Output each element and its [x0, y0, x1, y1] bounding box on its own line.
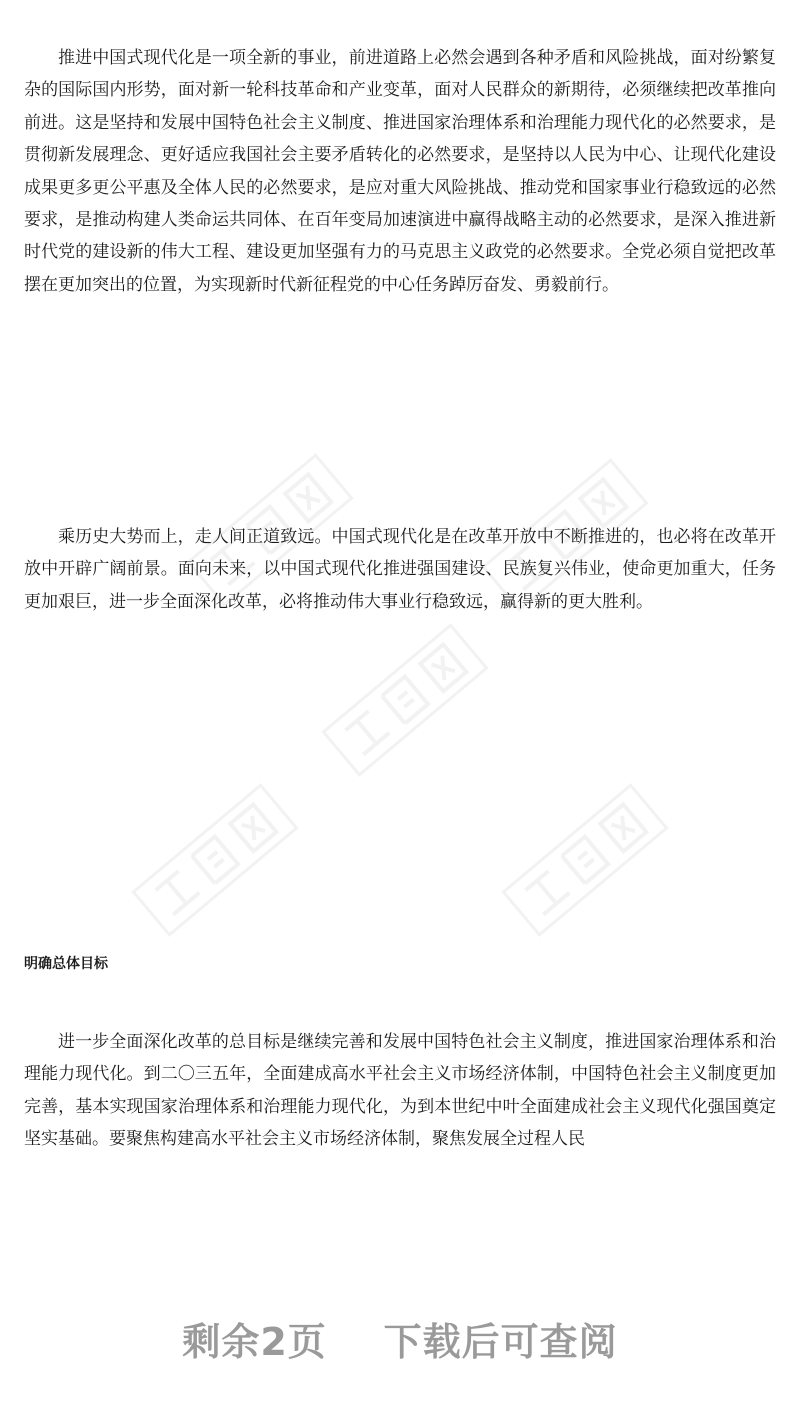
remaining-pages-notice[interactable]: 剩余2页 下载后可查阅 [182, 1320, 618, 1364]
body-paragraph-2: 乘历史大势而上，走人间正道致远。中国式现代化是在改革开放中不断推进的，也必将在改革开放中开辟广阔前景。面向未来，以中国式现代化推进强国建设、民族复兴伟业，使命更加重大，任务更加艰巨，进一步全面深化改革，必将推动伟大事业行稳致远，赢得新的更大胜利。 [24, 527, 776, 612]
section-heading: 明确总体目标 [24, 956, 108, 972]
body-paragraph-1: 推进中国式现代化是一项全新的事业，前进道路上必然会遇到各种矛盾和风险挑战，面对纷繁复杂的国际国内形势，面对新一轮科技革命和产业变革，面对人民群众的新期待，必须继续把改革推向前进。这是坚持和发展中国特色社会主义制度、推进国家治理体系和治理能力现代化的必然要求，是贯彻新发展理念、更好适应我国社会主要矛盾转化的必然要求，是坚持以人民为中心、让现代化建设成果更多更公平惠及全体人民的必然要求，是应对重大风险挑战、推动党和国家事业行稳致远的必然要求，是推动构建人类命运共同体、在百年变局加速演进中赢得战略主动的必然要求，是深入推进新时代党的建设新的伟大工程、建设更加坚强有力的马克思主义政党的必然要求。全党必须自觉把改革摆在更加突出的位置，为实现新时代新征程党的中心任务踔厉奋发、勇毅前行。 [24, 48, 776, 295]
watermark-logo [501, 782, 670, 937]
body-paragraph-3: 进一步全面深化改革的总目标是继续完善和发展中国特色社会主义制度，推进国家治理体系和治理能力现代化。到二〇三五年，全面建成高水平社会主义市场经济体制，中国特色社会主义制度更加完善，基本实现国家治理体系和治理能力现代化，为到本世纪中叶全面建成社会主义现代化强国奠定坚实基础。要聚焦构建高水平社会主义市场经济体制，聚焦发展全过程人民 [24, 1032, 776, 1150]
watermark-logo [321, 622, 490, 777]
watermark-logo [131, 782, 300, 937]
